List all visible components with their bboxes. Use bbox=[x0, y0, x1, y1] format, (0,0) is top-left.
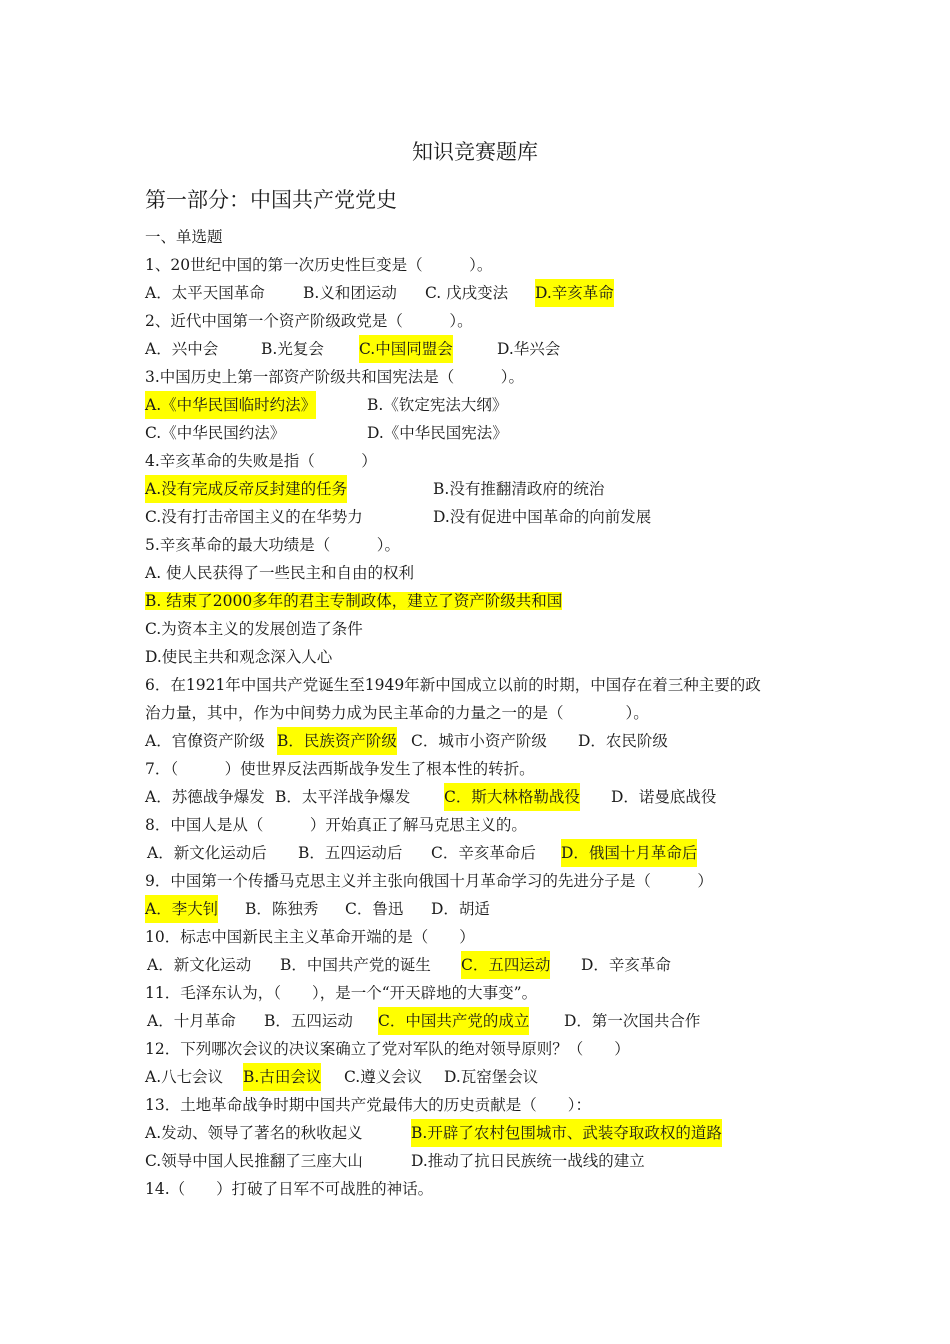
option-b-answer: B.古田会议 bbox=[243, 1063, 321, 1091]
option-c-answer: C．斯大林格勒战役 bbox=[444, 783, 580, 811]
option-a: A．兴中会 bbox=[145, 340, 219, 358]
option-c: C. 戊戌变法 bbox=[425, 284, 509, 302]
option-b: B.没有推翻清政府的统治 bbox=[433, 480, 605, 498]
question-6-options bbox=[145, 727, 845, 755]
question-3-options-ab bbox=[145, 391, 845, 419]
question-14-stem: 14.（ ）打破了日军不可战胜的神话。 bbox=[145, 1180, 434, 1198]
question-8-options bbox=[145, 839, 845, 867]
option-d: D.瓦窑堡会议 bbox=[444, 1068, 539, 1086]
option-a: A．太平天国革命 bbox=[145, 284, 265, 302]
question-1-stem: 1、20世纪中国的第一次历史性巨变是（ ）。 bbox=[145, 256, 493, 274]
option-b-answer: B.开辟了农村包围城市、武装夺取政权的道路 bbox=[411, 1119, 722, 1147]
option-c: C．辛亥革命后 bbox=[431, 844, 536, 862]
document-title: 知识竞赛题库 bbox=[412, 140, 538, 164]
option-b: B．太平洋战争爆发 bbox=[275, 788, 411, 806]
option-a: A. 使人民获得了一些民主和自由的权利 bbox=[145, 564, 415, 582]
option-d: D．诺曼底战役 bbox=[611, 788, 717, 806]
question-12-stem: 12．下列哪次会议的决议案确立了党对军队的绝对领导原则？（ ） bbox=[145, 1040, 630, 1058]
option-c: C.遵义会议 bbox=[344, 1068, 423, 1086]
question-2-options bbox=[145, 335, 845, 363]
option-c-answer: C.中国同盟会 bbox=[359, 335, 453, 363]
option-c: C.没有打击帝国主义的在华势力 bbox=[145, 508, 363, 526]
option-b-answer: B．民族资产阶级 bbox=[277, 727, 397, 755]
question-6-stem-line-2: 治力量，其中，作为中间势力成为民主革命的力量之一的是（ ）。 bbox=[145, 704, 649, 722]
option-b: B．中国共产党的诞生 bbox=[280, 956, 431, 974]
option-c: C.领导中国人民推翻了三座大山 bbox=[145, 1152, 363, 1170]
question-7-stem: 7．（ ）使世界反法西斯战争发生了根本性的转折。 bbox=[145, 760, 535, 778]
option-c: C．城市小资产阶级 bbox=[411, 732, 547, 750]
part-heading: 第一部分：中国共产党党史 bbox=[145, 188, 397, 212]
question-12-options bbox=[145, 1063, 845, 1091]
option-d: D.《中华民国宪法》 bbox=[367, 424, 508, 442]
question-4-options-ab bbox=[145, 475, 845, 503]
question-3-options-cd bbox=[145, 419, 845, 447]
option-d: D.使民主共和观念深入人心 bbox=[145, 648, 333, 666]
option-a: A．苏德战争爆发 bbox=[145, 788, 265, 806]
question-10-stem: 10．标志中国新民主主义革命开端的是（ ） bbox=[145, 928, 475, 946]
question-4-options-cd bbox=[145, 503, 845, 531]
option-d: D．胡适 bbox=[431, 900, 490, 918]
option-a: A.发动、领导了著名的秋收起义 bbox=[145, 1124, 363, 1142]
question-13-options-ab bbox=[145, 1119, 845, 1147]
question-2-stem: 2、近代中国第一个资产阶级政党是（ ）。 bbox=[145, 312, 473, 330]
option-c: C．鲁迅 bbox=[345, 900, 404, 918]
question-10-options bbox=[145, 951, 845, 979]
option-b: B.义和团运动 bbox=[303, 284, 397, 302]
option-d: D.推动了抗日民族统一战线的建立 bbox=[411, 1152, 645, 1170]
option-a: A．新文化运动后 bbox=[147, 844, 267, 862]
option-d: D．农民阶级 bbox=[578, 732, 668, 750]
option-a-answer: A.《中华民国临时约法》 bbox=[145, 391, 316, 419]
option-d: D．辛亥革命 bbox=[581, 956, 671, 974]
option-a: A．新文化运动 bbox=[147, 956, 252, 974]
question-9-stem: 9．中国第一个传播马克思主义并主张向俄国十月革命学习的先进分子是（ ） bbox=[145, 872, 713, 890]
question-8-stem: 8．中国人是从（ ）开始真正了解马克思主义的。 bbox=[145, 816, 527, 834]
option-b: B.《钦定宪法大纲》 bbox=[367, 396, 508, 414]
option-b: B．陈独秀 bbox=[245, 900, 319, 918]
question-5-stem: 5.辛亥革命的最大功绩是（ ）。 bbox=[145, 536, 401, 554]
option-d: D．第一次国共合作 bbox=[564, 1012, 701, 1030]
option-d: D.华兴会 bbox=[497, 340, 561, 358]
question-11-stem: 11．毛泽东认为，（ ），是一个“开天辟地的大事变”。 bbox=[145, 984, 538, 1002]
question-6-stem-line-1: 6．在1921年中国共产党诞生至1949年新中国成立以前的时期，中国存在着三种主要的政 bbox=[145, 676, 761, 694]
option-c: C.《中华民国约法》 bbox=[145, 424, 286, 442]
question-9-options bbox=[145, 895, 845, 923]
question-3-stem: 3.中国历史上第一部资产阶级共和国宪法是（ ）。 bbox=[145, 368, 525, 386]
option-a: A．十月革命 bbox=[147, 1012, 236, 1030]
option-a-answer: A.没有完成反帝反封建的任务 bbox=[145, 475, 347, 503]
question-13-stem: 13．土地革命战争时期中国共产党最伟大的历史贡献是（ ）： bbox=[145, 1096, 591, 1114]
option-c-answer: C．中国共产党的成立 bbox=[378, 1007, 529, 1035]
question-4-stem: 4.辛亥革命的失败是指（ ） bbox=[145, 452, 377, 470]
option-a: A.八七会议 bbox=[145, 1068, 224, 1086]
option-c: C.为资本主义的发展创造了条件 bbox=[145, 620, 363, 638]
question-11-options bbox=[145, 1007, 845, 1035]
option-c-answer: C．五四运动 bbox=[461, 951, 550, 979]
option-d: D.没有促进中国革命的向前发展 bbox=[433, 508, 652, 526]
question-7-options bbox=[145, 783, 845, 811]
question-13-options-cd bbox=[145, 1147, 845, 1175]
option-b: B．五四运动后 bbox=[298, 844, 403, 862]
option-b-answer: B. 结束了2000多年的君主专制政体，建立了资产阶级共和国 bbox=[145, 592, 563, 610]
section-heading: 一、单选题 bbox=[145, 228, 223, 246]
option-b: B.光复会 bbox=[261, 340, 324, 358]
option-d-answer: D．俄国十月革命后 bbox=[561, 839, 697, 867]
option-a: A．官僚资产阶级 bbox=[145, 732, 265, 750]
option-a-answer: A．李大钊 bbox=[145, 895, 218, 923]
question-1-options bbox=[145, 279, 845, 307]
option-b: B．五四运动 bbox=[264, 1012, 353, 1030]
option-d-answer: D.辛亥革命 bbox=[535, 279, 614, 307]
